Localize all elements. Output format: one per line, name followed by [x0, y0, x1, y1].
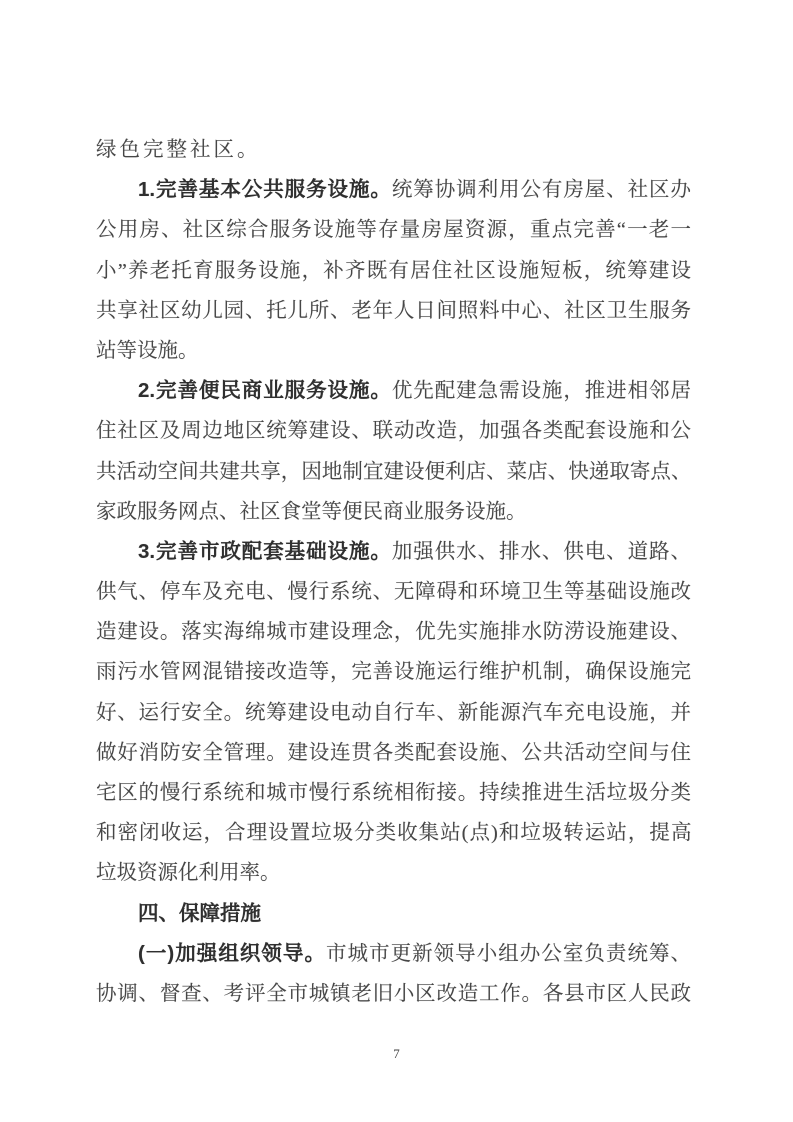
line-text: 站等设施。	[96, 339, 199, 362]
line-text: 垃圾资源化利用率。	[96, 862, 281, 885]
line-text: 和密闭收运，合理设置垃圾分类收集站(点)和垃圾转运站，提高	[96, 822, 691, 845]
text-line	[96, 170, 691, 210]
line-text: 公用房、社区综合服务设施等存量房屋资源，重点完善“一老一	[96, 219, 691, 242]
line-text: 统筹协调利用公有房屋、社区办	[391, 179, 691, 202]
line-text: 家政服务网点、社区食堂等便民商业服务设施。	[96, 500, 527, 523]
text-line	[96, 974, 691, 1014]
document-body	[96, 130, 691, 1014]
text-line	[96, 934, 691, 974]
paragraph-lead: 2.完善便民商业服务设施。	[138, 379, 392, 403]
text-line	[96, 693, 691, 733]
paragraph-lead: (一)加强组织领导。	[138, 941, 326, 965]
text-line	[96, 371, 691, 411]
line-text: 造建设。落实海绵城市建设理念，优先实施排水防涝设施建设、	[96, 621, 691, 644]
line-text: 小”养老托育服务设施，补齐既有居住社区设施短板，统筹建设	[96, 259, 691, 282]
text-line	[96, 813, 691, 853]
text-line	[96, 572, 691, 612]
text-line	[96, 492, 691, 532]
text-line	[96, 130, 691, 170]
text-line	[96, 411, 691, 451]
text-line	[96, 291, 691, 331]
text-line	[96, 210, 691, 250]
line-text: 住社区及周边地区统筹建设、联动改造，加强各类配套设施和公	[96, 420, 691, 443]
line-text: 加强供水、排水、供电、道路、	[391, 540, 691, 563]
line-text: 做好消防安全管理。建设连贯各类配套设施、公共活动空间与住	[96, 741, 691, 764]
line-text: 雨污水管网混错接改造等，完善设施运行维护机制，确保设施完	[96, 661, 691, 684]
line-text: 好、运行安全。统筹建设电动自行车、新能源汽车充电设施，并	[96, 701, 691, 724]
section-heading-line	[96, 894, 691, 934]
line-text: 协调、督查、考评全市城镇老旧小区改造工作。各县市区人民政	[96, 982, 691, 1005]
text-line	[96, 733, 691, 773]
text-line	[96, 532, 691, 572]
text-line	[96, 612, 691, 652]
line-text: 绿色完整社区。	[96, 139, 261, 161]
text-line	[96, 853, 691, 893]
text-line	[96, 331, 691, 371]
line-text: 供气、停车及充电、慢行系统、无障碍和环境卫生等基础设施改	[96, 581, 691, 604]
text-line	[96, 452, 691, 492]
text-line	[96, 652, 691, 692]
line-text: 优先配建急需设施，推进相邻居	[391, 380, 691, 403]
paragraph-lead: 1.完善基本公共服务设施。	[138, 178, 392, 202]
text-line	[96, 251, 691, 291]
line-text: 共享社区幼儿园、托儿所、老年人日间照料中心、社区卫生服务	[96, 299, 691, 322]
section-heading: 四、保障措施	[138, 901, 261, 925]
text-line	[96, 773, 691, 813]
line-text: 共活动空间共建共享，因地制宜建设便利店、菜店、快递取寄点、	[96, 460, 691, 483]
line-text: 宅区的慢行系统和城市慢行系统相衔接。持续推进生活垃圾分类	[96, 782, 691, 804]
line-text: 市城市更新领导小组办公室负责统筹、	[325, 942, 692, 965]
paragraph-lead: 3.完善市政配套基础设施。	[138, 539, 392, 563]
page-number: 7	[393, 1046, 400, 1061]
